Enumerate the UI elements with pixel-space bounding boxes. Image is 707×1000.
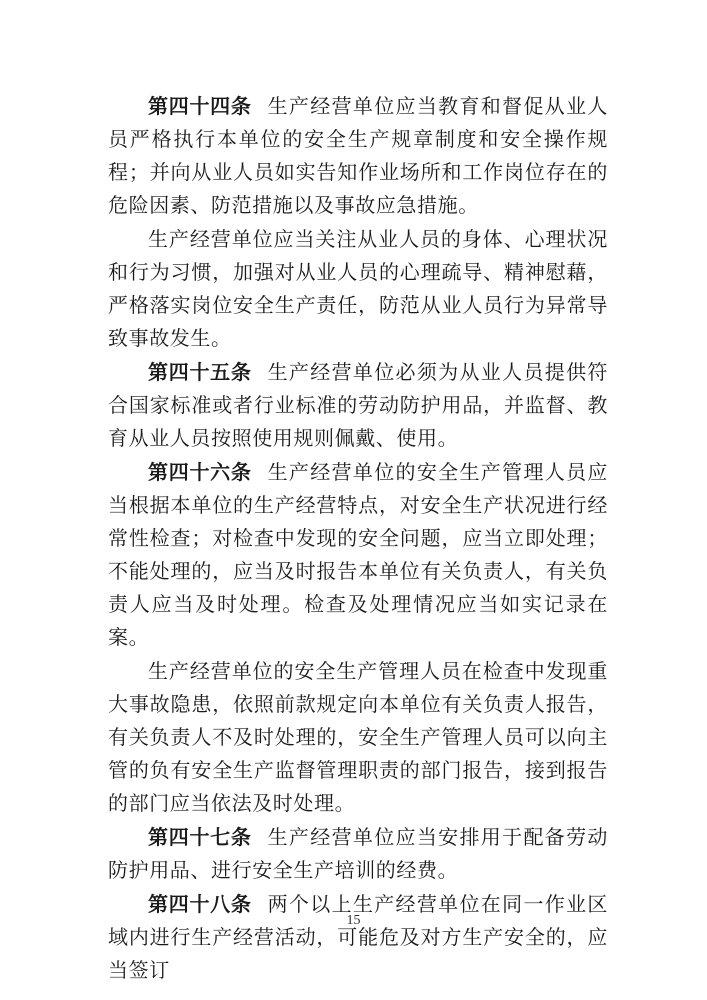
article-48-paragraph-1 [108, 888, 608, 987]
article-text: 生产经营单位必须为从业人员提供符合国家标准或者行业标准的劳动防护用品，并监督、教育从业人员按照使用规则佩戴、使用。 [108, 360, 609, 450]
article-text: 生产经营单位应当关注从业人员的身体、心理状况和行为习惯，加强对从业人员的心理疏导、精神慰藉，严格落实岗位安全生产责任，防范从业人员行为异常导致事故发生。 [108, 227, 608, 350]
article-heading: 第四十六条 [148, 460, 252, 484]
article-heading: 第四十四条 [148, 94, 252, 118]
article-text: 生产经营单位应当教育和督促从业人员严格执行本单位的安全生产规章制度和安全操作规程；并向从业人员如实告知作业场所和工作岗位存在的危险因素、防范措施以及事故应急措施。 [108, 94, 609, 217]
document-body [108, 90, 608, 987]
article-46-paragraph-2 [108, 655, 608, 820]
page-number: 15 [346, 913, 361, 928]
article-46-paragraph-1 [108, 456, 608, 654]
article-47-paragraph-1 [108, 821, 608, 887]
article-text: 生产经营单位应当安排用于配备劳动防护用品、进行安全生产培训的经费。 [108, 825, 609, 882]
article-heading: 第四十七条 [148, 825, 252, 849]
article-44-paragraph-2 [108, 223, 608, 355]
article-45-paragraph-1 [108, 356, 608, 455]
article-text: 生产经营单位的安全生产管理人员应当根据本单位的生产经营特点，对安全生产状况进行经常性检查；对检查中发现的安全问题，应当立即处理；不能处理的，应当及时报告本单位有关负责人，有关负责人应当及时处理。检查及处理情况应当如实记录在案。 [108, 460, 609, 649]
article-text: 两个以上生产经营单位在同一作业区域内进行生产经营活动，可能危及对方生产安全的，应当签订 [108, 892, 609, 982]
article-44-paragraph-1 [108, 90, 608, 222]
article-heading: 第四十八条 [148, 892, 252, 916]
article-heading: 第四十五条 [148, 360, 252, 384]
article-text: 生产经营单位的安全生产管理人员在检查中发现重大事故隐患，依照前款规定向本单位有关负责人报告，有关负责人不及时处理的，安全生产管理人员可以向主管的负有安全生产监督管理职责的部门报告，接到报告的部门应当依法及时处理。 [108, 659, 608, 815]
